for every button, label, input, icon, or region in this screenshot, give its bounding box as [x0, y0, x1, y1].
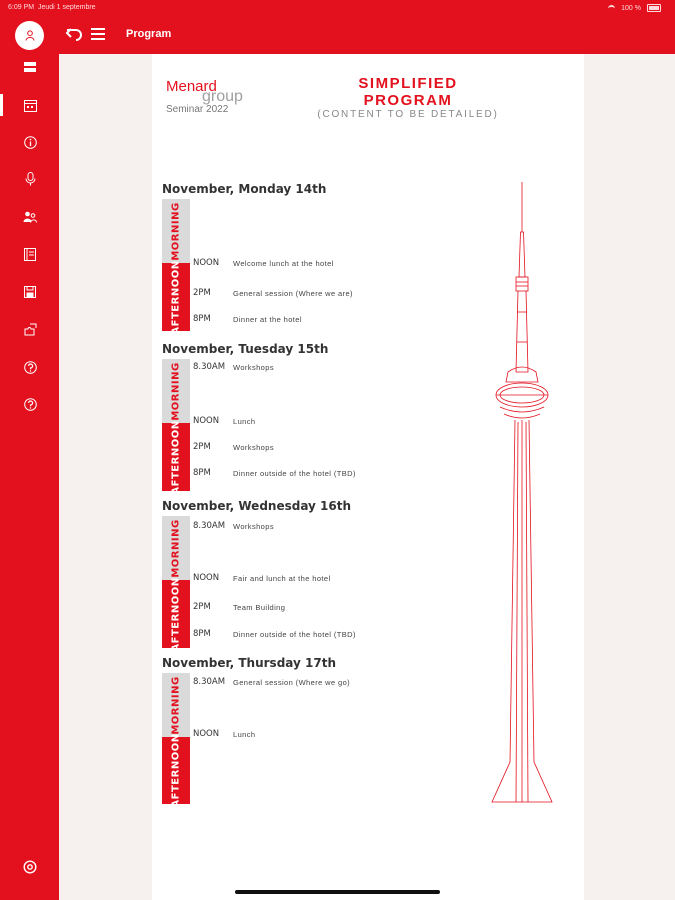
battery-percent: 100 %: [621, 4, 641, 12]
info-icon: [24, 136, 37, 149]
settings-icon: [23, 860, 37, 874]
event-time: 8PM: [193, 629, 211, 639]
sidebar-item-puzzle[interactable]: [22, 321, 38, 337]
sidebar-item-calendar[interactable]: [22, 97, 38, 113]
puzzle-icon: [24, 323, 37, 336]
event-time: 8.30AM: [193, 362, 226, 372]
people-icon: [23, 211, 37, 223]
sidebar-item-info[interactable]: [22, 134, 38, 150]
app-header: [0, 16, 675, 54]
event-time: 8PM: [193, 468, 211, 478]
event-time: NOON: [193, 573, 220, 583]
afternoon-block: AFTERNOON: [162, 580, 190, 648]
sidebar-item-help[interactable]: [22, 359, 38, 375]
help-icon: [24, 361, 37, 374]
day-title: November, Wednesday 16th: [162, 499, 352, 513]
day-title: November, Tuesday 15th: [162, 342, 329, 356]
event-text: Lunch: [233, 417, 256, 426]
event-text: Workshops: [233, 443, 274, 452]
status-bar: [0, 0, 675, 16]
sidebar: [0, 16, 59, 900]
sidebar-item-list[interactable]: [22, 59, 38, 75]
event-text: Team Building: [233, 603, 286, 612]
morning-block: MORNING: [162, 359, 190, 423]
morning-block: MORNING: [162, 673, 190, 737]
event-time: 2PM: [193, 442, 211, 452]
home-indicator[interactable]: [235, 890, 440, 894]
event-text: General session (Where we go): [233, 678, 351, 687]
back-button[interactable]: [65, 25, 83, 43]
document-subtitle: (CONTENT TO BE DETAILED): [317, 109, 499, 120]
calendar-icon: [24, 99, 37, 112]
sidebar-item-save[interactable]: [22, 284, 38, 300]
event-text: Fair and lunch at the hotel: [233, 574, 331, 583]
question-icon: [24, 398, 37, 411]
morning-block: MORNING: [162, 199, 190, 263]
event-time: NOON: [193, 729, 220, 739]
event-time: 2PM: [193, 288, 211, 298]
event-time: 8.30AM: [193, 677, 226, 687]
menard-logo: Menard group Seminar 2022: [166, 78, 243, 115]
event-text: General session (Where we are): [233, 289, 353, 298]
menu-button[interactable]: [91, 28, 105, 40]
list-icon: [24, 62, 36, 73]
event-text: Workshops: [233, 363, 274, 372]
active-indicator: [0, 94, 3, 116]
microphone-icon: [25, 172, 36, 186]
day-title: November, Monday 14th: [162, 182, 327, 196]
event-text: Workshops: [233, 522, 274, 531]
event-text: Dinner outside of the hotel (TBD): [233, 630, 356, 639]
sidebar-item-people[interactable]: [22, 209, 38, 225]
save-icon: [24, 286, 36, 298]
settings-button[interactable]: [22, 859, 38, 875]
event-time: 2PM: [193, 602, 211, 612]
event-text: Dinner at the hotel: [233, 315, 302, 324]
page-title: Program: [126, 28, 172, 40]
afternoon-block: AFTERNOON: [162, 423, 190, 491]
afternoon-block: AFTERNOON: [162, 737, 190, 804]
book-icon: [24, 248, 36, 261]
event-text: Welcome lunch at the hotel: [233, 259, 334, 268]
document-title: SIMPLIFIED PROGRAM: [358, 75, 458, 109]
program-document[interactable]: [152, 54, 584, 900]
wifi-icon: [608, 5, 615, 12]
morning-block: MORNING: [162, 516, 190, 580]
event-text: Lunch: [233, 730, 256, 739]
user-icon: [25, 30, 35, 41]
sidebar-item-mic[interactable]: [22, 171, 38, 187]
sidebar-item-book[interactable]: [22, 246, 38, 262]
event-time: 8.30AM: [193, 521, 226, 531]
event-time: 8PM: [193, 314, 211, 324]
afternoon-block: AFTERNOON: [162, 263, 190, 331]
cn-tower-illustration: [482, 182, 562, 806]
event-time: NOON: [193, 416, 220, 426]
status-time-date: 6:09 PM Jeudi 1 septembre: [8, 4, 96, 11]
day-title: November, Thursday 17th: [162, 656, 336, 670]
avatar[interactable]: [15, 21, 44, 50]
event-text: Dinner outside of the hotel (TBD): [233, 469, 356, 478]
sidebar-item-faq[interactable]: [22, 396, 38, 412]
event-time: NOON: [193, 258, 220, 268]
battery-icon: [647, 4, 661, 12]
